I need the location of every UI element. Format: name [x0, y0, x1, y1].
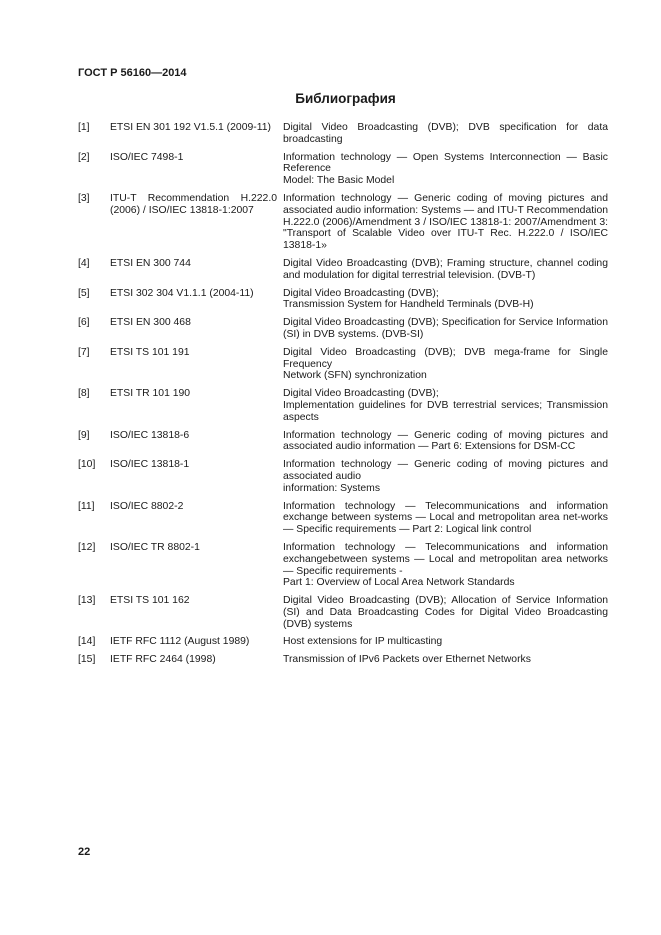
reference-2 — [78, 152, 608, 187]
reference-number: [5] — [78, 287, 90, 299]
reference-code: ISO/IEC 13818-6 — [110, 429, 190, 441]
reference-number: [2] — [78, 151, 90, 163]
reference-14 — [78, 636, 608, 648]
reference-code: IETF RFC 1112 (August 1989) — [110, 636, 250, 648]
reference-number: [9] — [78, 429, 90, 441]
bibliography-list — [78, 122, 608, 672]
reference-number: [15] — [78, 654, 96, 666]
reference-number: [4] — [78, 257, 90, 269]
reference-description: Information technology — Generic coding of moving pictures and associated audio information — Part 6: Extensions for DSM-CC — [283, 429, 608, 453]
reference-code: ISO/IEC 13818-1 — [110, 459, 190, 471]
reference-description: Digital Video Broadcasting (DVB); DVB specification for data broadcasting — [283, 122, 608, 145]
reference-number: [11] — [78, 500, 95, 512]
document-header: ГОСТ Р 56160—2014 — [78, 67, 187, 79]
reference-description: Digital Video Broadcasting (DVB); Specification for Service Information (SI) in DVB systems. (DVB-SI) — [283, 317, 608, 340]
reference-number: [6] — [78, 317, 90, 329]
reference-11 — [78, 501, 608, 536]
reference-description: Information technology — Telecommunications and information exchangebetween systems — Local and metropolitan area networks — Specific requirements - Part 1: Overview of Local Area Network Standards — [283, 541, 608, 589]
reference-code: ETSI TS 101 191 — [110, 346, 190, 358]
reference-10 — [78, 459, 608, 494]
reference-description: Transmission of IPv6 Packets over Ethernet Networks — [283, 654, 531, 666]
reference-13 — [78, 595, 608, 630]
reference-description: Information technology — Generic coding of moving pictures and associated audio information: Systems — and ITU-T Recommendation H.222.0 (2006)/Amendment 3 / ISO/IEC 13818-1: 2007/Amendment 3: "Transport of Scalable Video over ITU-T Rec. H.222.0 / ISO/IEC 13818-1» — [283, 192, 608, 252]
reference-1 — [78, 122, 608, 146]
reference-code: IETF RFC 2464 (1998) — [110, 654, 216, 666]
reference-number: [3] — [78, 192, 90, 204]
reference-number: [8] — [78, 388, 90, 400]
reference-number: [1] — [78, 122, 90, 133]
reference-code: ETSI TR 101 190 — [110, 388, 191, 400]
reference-number: [13] — [78, 595, 96, 607]
reference-number: [12] — [78, 541, 96, 553]
reference-6 — [78, 317, 608, 341]
reference-3 — [78, 193, 608, 252]
reference-15 — [78, 654, 608, 666]
page-title: Библиография — [295, 91, 396, 106]
reference-description: Host extensions for IP multicasting — [283, 636, 443, 648]
reference-4 — [78, 258, 608, 282]
reference-9 — [78, 430, 608, 454]
reference-description: Information technology — Telecommunications and information exchange between systems — Local and metropolitan area net-works — Specific requirements — Part 2: Logical link control — [283, 500, 608, 536]
reference-code: ETSI TS 101 162 — [110, 595, 190, 607]
reference-code: ETSI 302 304 V1.1.1 (2004-11) — [110, 287, 254, 299]
reference-number: [10] — [78, 459, 96, 471]
reference-description: Digital Video Broadcasting (DVB); DVB mega-frame for Single Frequency Network (SFN) synchronization — [283, 346, 608, 382]
reference-7 — [78, 347, 608, 382]
reference-code: ETSI EN 300 744 — [110, 257, 191, 269]
page-number: 22 — [78, 846, 91, 858]
reference-description: Digital Video Broadcasting (DVB); Framing structure, channel coding and modulation for digital terrestrial television. (DVB-T) — [283, 257, 608, 281]
reference-code: ISO/IEC 8802-2 — [110, 500, 184, 512]
reference-description: Digital Video Broadcasting (DVB); Transmission System for Handheld Terminals (DVB-H) — [283, 287, 534, 311]
reference-5 — [78, 288, 608, 312]
reference-number: [14] — [78, 636, 96, 648]
reference-description: Information technology — Generic coding of moving pictures and associated audio information: Systems — [283, 459, 608, 494]
reference-description: Digital Video Broadcasting (DVB); Allocation of Service Information (SI) and Data Broadcasting Codes for Digital Video Broadcasting (DVB) systems — [283, 595, 608, 630]
reference-12 — [78, 542, 608, 589]
reference-description: Information technology — Open Systems Interconnection — Basic Reference Model: The Basic Model — [283, 151, 608, 187]
reference-8 — [78, 388, 608, 423]
reference-number: [7] — [78, 346, 90, 358]
reference-code: ETSI EN 301 192 V1.5.1 (2009-11) — [110, 122, 271, 133]
reference-code: ISO/IEC TR 8802-1 — [110, 541, 200, 553]
reference-code: ISO/IEC 7498-1 — [110, 151, 184, 163]
reference-description: Digital Video Broadcasting (DVB); Implementation guidelines for DVB terrestrial services; Transmission aspects — [283, 388, 608, 423]
reference-code: ETSI EN 300 468 — [110, 317, 191, 329]
reference-code: ITU-T Recommendation H.222.0 (2006) / ISO/IEC 13818-1:2007 — [110, 192, 277, 216]
